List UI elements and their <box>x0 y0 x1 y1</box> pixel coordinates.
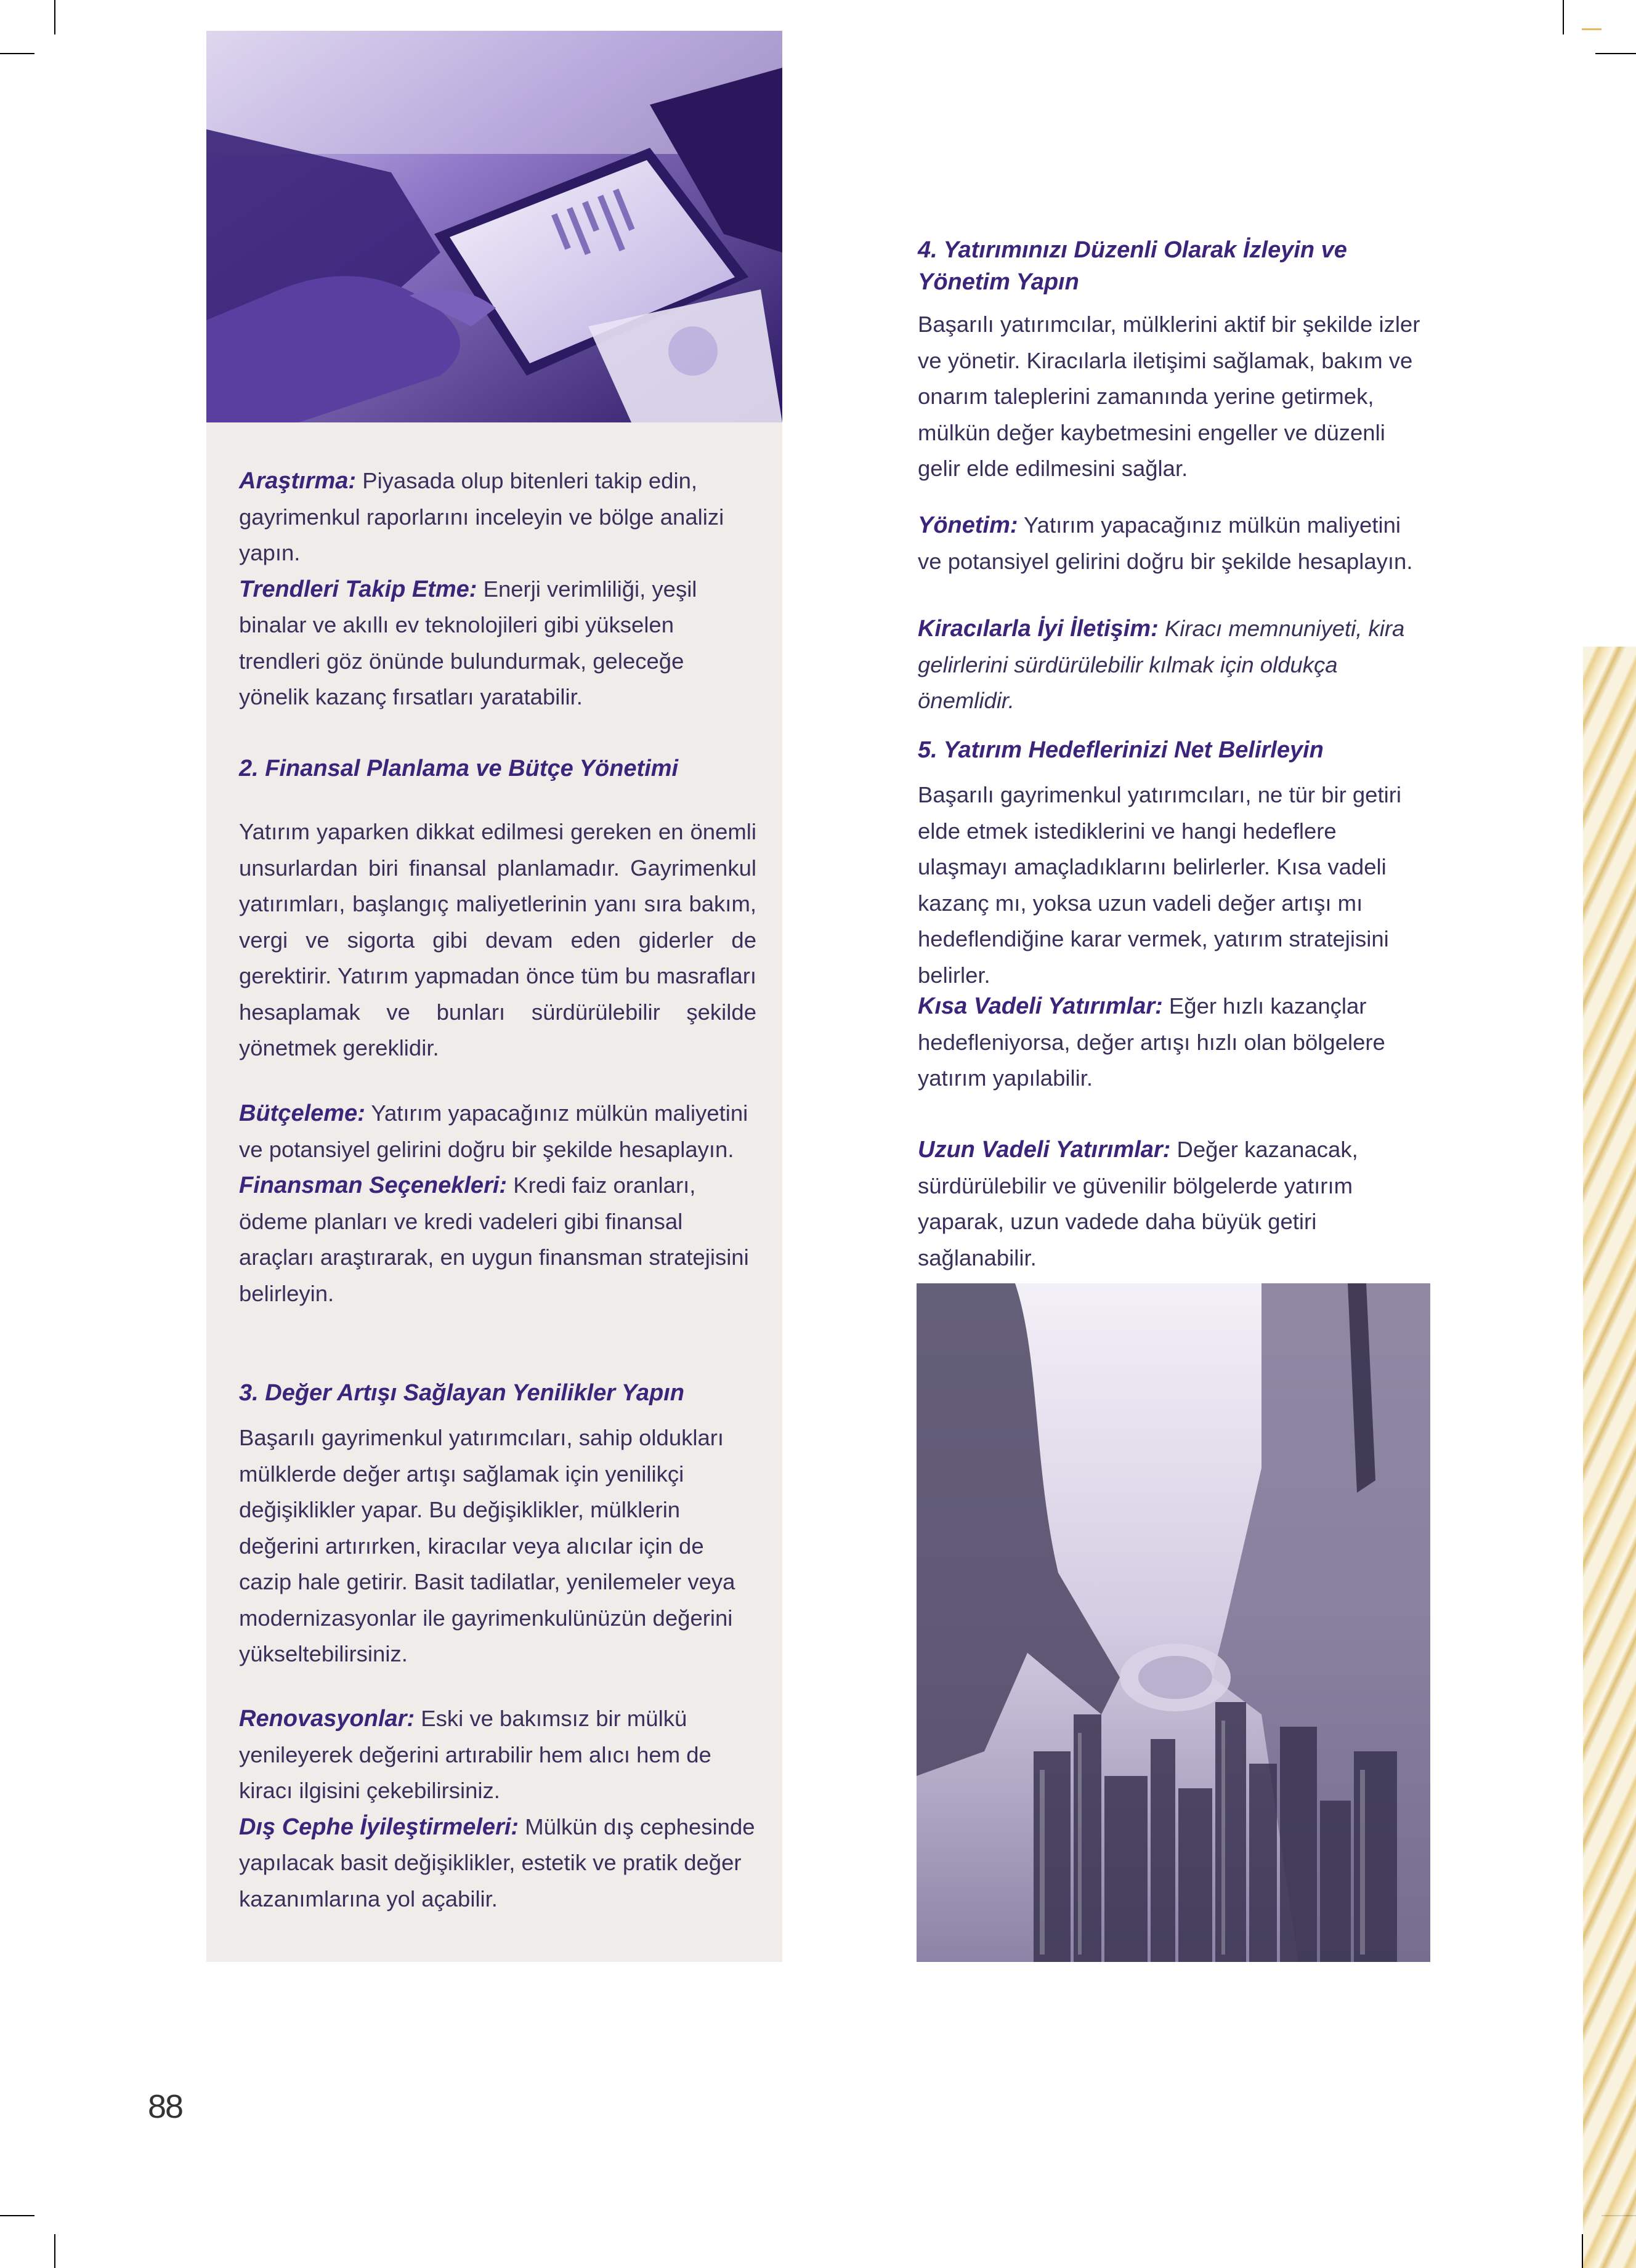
tenant-communication-paragraph <box>918 611 1429 719</box>
financing-term: Finansman Seçenekleri: <box>239 1172 508 1198</box>
monitoring-paragraph: Başarılı yatırımcılar, mülklerini aktif bir şekilde izler ve yönetir. Kiracılarla iletişimi sağlamak, bakım ve onarım taleplerini zamanında yerine getirmek, mülkün değer kaybetmesini engeller ve düzenli gelir elde edilmesini sağlar. <box>918 312 1420 481</box>
gold-tick-mark <box>1582 28 1602 30</box>
financing-text: Kredi faiz oranları, ödeme planları ve kredi vadeleri gibi finansal araçları araştırarak, en uygun finansman stratejisini belirleyin. <box>239 1172 749 1306</box>
budget-paragraph <box>239 1096 756 1312</box>
renovation-term: Renovasyonlar: <box>239 1706 415 1732</box>
goals-paragraph: Başarılı gayrimenkul yatırımcıları, ne tür bir getiri elde etmek istediklerini ve hangi hedeflere ulaşmayı amaçladıklarını belirlerler. Kısa vadeli kazanç mı, yoksa uzun vadeli değer artışı mı hedeflendiğine karar vermek, yatırım stratejisini belirler. <box>918 782 1401 988</box>
renovation-paragraph <box>239 1701 756 1917</box>
long-term-paragraph <box>918 1132 1429 1276</box>
long-term-text: Değer kazanacak, sürdürülebilir ve güvenilir bölgelerde yatırım yaparak, uzun vadede daha büyük getiri sağlanabilir. <box>918 1137 1358 1270</box>
research-text: Piyasada olup bitenleri takip edin, gayrimenkul raporlarını inceleyin ve bölge analizi yapın. <box>239 468 724 565</box>
research-term: Araştırma: <box>239 468 357 494</box>
research-paragraph <box>239 463 756 716</box>
tenant-text: Kiracı memnuniyeti, kira gelirlerini sürdürülebilir kılmak için oldukça önemlidir. <box>918 616 1405 713</box>
long-term-term: Uzun Vadeli Yatırımlar: <box>918 1137 1171 1163</box>
management-text: Yatırım yapacağınız mülkün maliyetini ve potansiyel gelirini doğru bir şekilde hesaplayın. <box>918 512 1413 574</box>
innovation-paragraph: Başarılı gayrimenkul yatırımcıları, sahip oldukları mülklerde değer artışı sağlamak için yenilikçi değişiklikler yapar. Bu değişiklikler, mülklerin değerini artırırken, kiracılar veya alıcılar için de cazip hale getirir. Basit tadilatlar, yenilemeler veya modernizasyonlar ile gayrimenkulünüzün değerini yükseltebilirsiniz. <box>239 1425 735 1666</box>
renovation-text: Eski ve bakımsız bir mülkü yenileyerek değerini artırabilir hem alıcı hem de kiracı ilgisini çekebilirsiniz. <box>239 1706 711 1803</box>
trends-term: Trendleri Takip Etme: <box>239 576 477 602</box>
section-2-heading: 2. Finansal Planlama ve Bütçe Yönetimi <box>239 756 679 781</box>
handshake-city-photo <box>917 1283 1430 1962</box>
crop-mark <box>0 53 34 54</box>
tenant-term: Kiracılarla İyi İletişim: <box>918 616 1159 642</box>
facade-text: Mülkün dış cephesinde yapılacak basit değişiklikler, estetik ve pratik değer kazanımlarına yol açabilir. <box>239 1814 755 1911</box>
tablet-hands-illustration <box>206 31 782 422</box>
management-term: Yönetim: <box>918 512 1018 538</box>
handshake-city-illustration <box>917 1283 1430 1962</box>
page-number: 88 <box>148 2088 183 2125</box>
section-3-heading: 3. Değer Artışı Sağlayan Yenilikler Yapın <box>239 1380 685 1406</box>
tablet-hands-photo <box>206 31 782 422</box>
section-4-heading: 4. Yatırımınızı Düzenli Olarak İzleyin ve Yönetim Yapın <box>918 237 1347 295</box>
section-5-heading: 5. Yatırım Hedeflerinizi Net Belirleyin <box>918 737 1324 763</box>
crop-mark <box>1595 53 1636 54</box>
trends-text: Enerji verimliliği, yeşil binalar ve akıllı ev teknolojileri gibi yükselen trendleri göz önünde bulundurmak, geleceğe yönelik kazanç fırsatları yaratabilir. <box>239 576 697 709</box>
gold-decorative-strip <box>1583 647 1636 2268</box>
short-term-paragraph <box>918 988 1429 1097</box>
short-term-text: Eğer hızlı kazançlar hedefleniyorsa, değer artışı hızlı olan bölgelere yatırım yapılabilir. <box>918 993 1385 1091</box>
crop-mark <box>0 2215 34 2216</box>
budget-term: Bütçeleme: <box>239 1100 365 1126</box>
crop-mark <box>1563 0 1564 34</box>
management-paragraph <box>918 507 1429 579</box>
budget-text: Yatırım yapacağınız mülkün maliyetini ve potansiyel gelirini doğru bir şekilde hesaplayın. <box>239 1100 748 1162</box>
facade-term: Dış Cephe İyileştirmeleri: <box>239 1814 519 1840</box>
crop-mark <box>54 2234 55 2268</box>
crop-mark <box>54 0 55 34</box>
financial-planning-paragraph: Yatırım yaparken dikkat edilmesi gereken en önemli unsurlardan biri finansal planlamadır. Gayrimenkul yatırımları, başlangıç maliyetlerinin yanı sıra bakım, vergi ve sigorta gibi devam eden giderler de gerektirir. Yatırım yapmadan önce tüm bu masrafları hesaplamak ve bunları sürdürülebilir şekilde yönetmek gereklidir. <box>239 819 756 1060</box>
short-term-term: Kısa Vadeli Yatırımlar: <box>918 993 1163 1019</box>
